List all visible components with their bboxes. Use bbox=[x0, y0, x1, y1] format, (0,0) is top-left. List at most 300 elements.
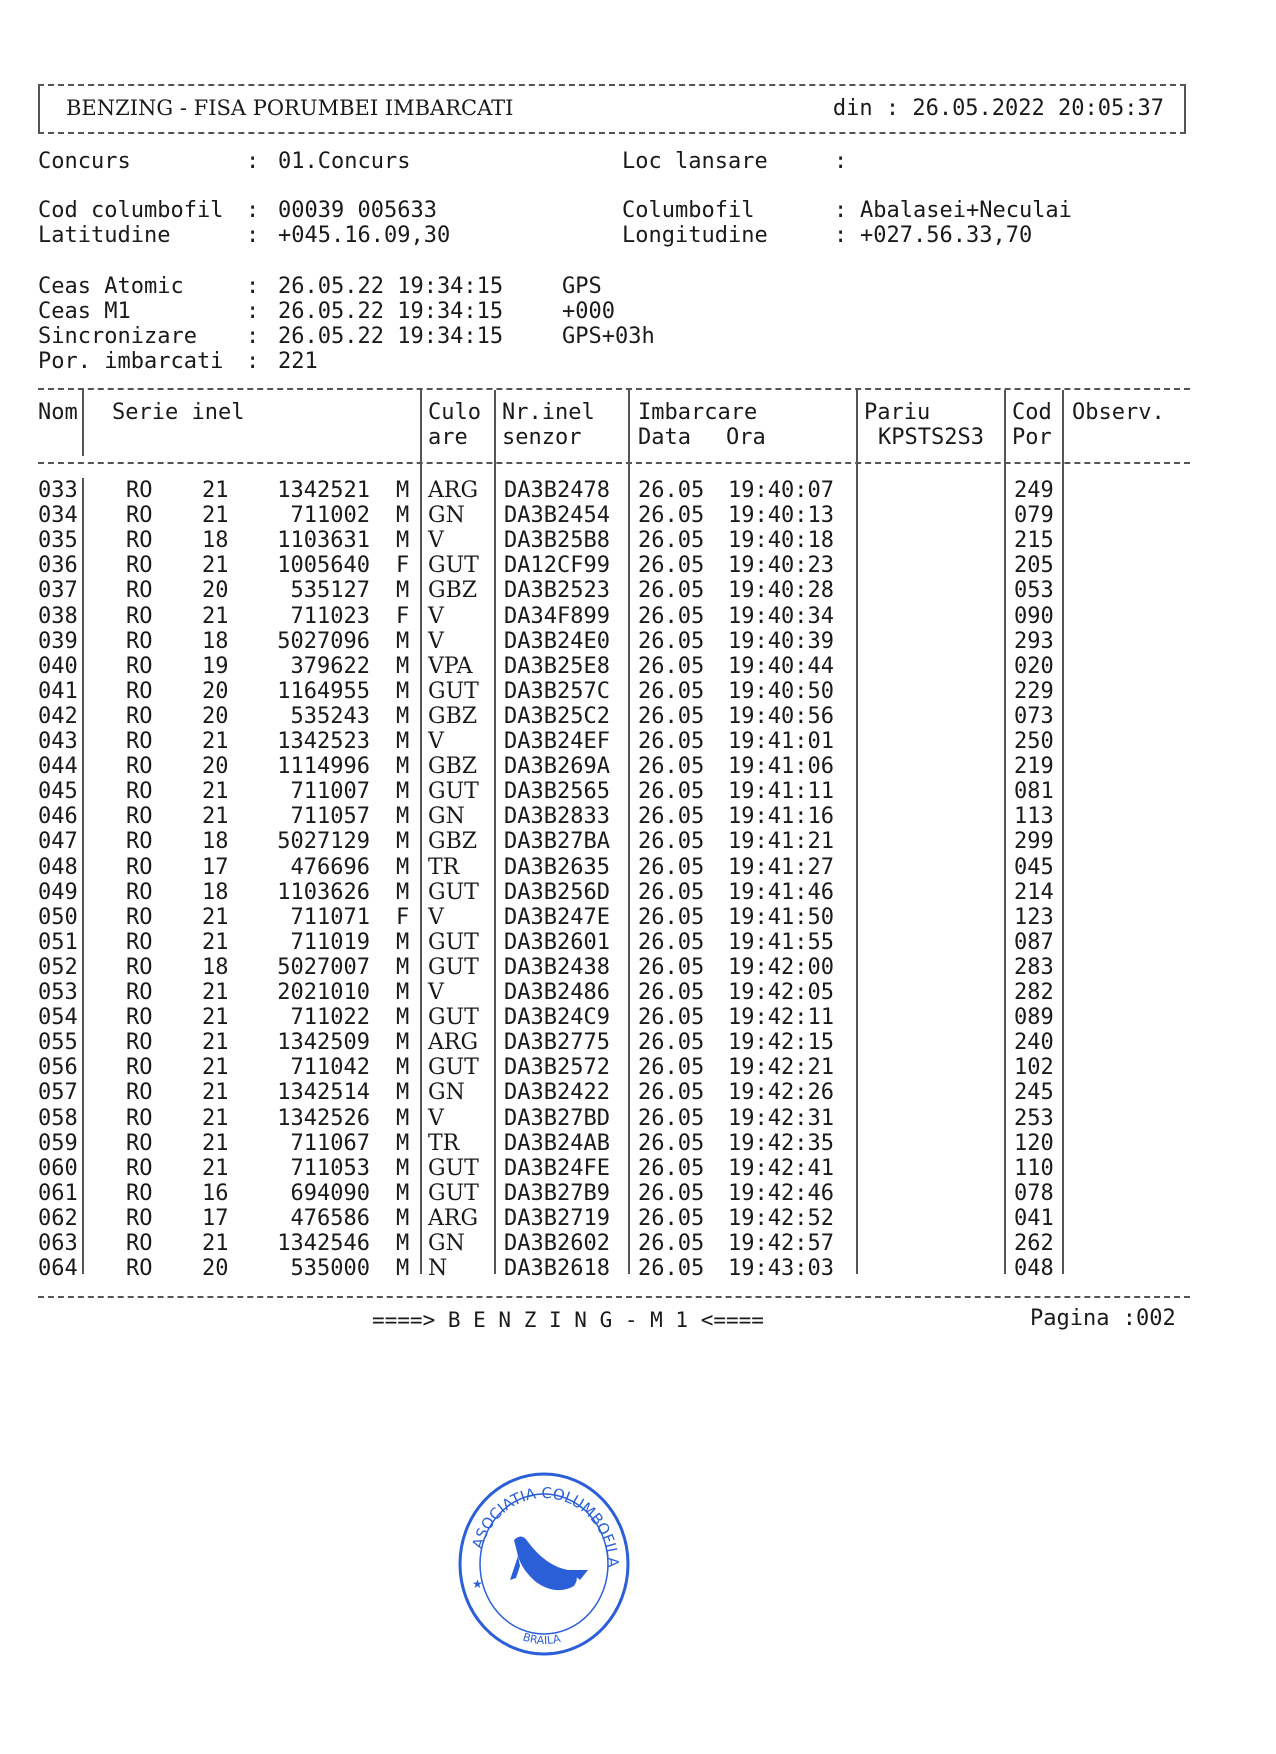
cell-country: RO bbox=[126, 603, 153, 629]
cell-country: RO bbox=[126, 1180, 153, 1206]
cell-sex: M bbox=[396, 1256, 410, 1282]
cell-year: 21 bbox=[202, 1130, 229, 1156]
cell-date: 26.05 bbox=[638, 729, 705, 754]
cell-sex: M bbox=[396, 678, 410, 704]
col-data: Data bbox=[638, 425, 691, 450]
cell-time: 19:40:28 bbox=[728, 578, 834, 604]
cell-year: 21 bbox=[202, 1080, 229, 1106]
table-row bbox=[38, 855, 1190, 880]
cell-cod-por: 110 bbox=[1014, 1155, 1054, 1181]
cell-year: 21 bbox=[202, 779, 229, 805]
cell-country: RO bbox=[126, 628, 153, 654]
col-culoare-1: Culo bbox=[428, 400, 481, 425]
table-row bbox=[38, 729, 1190, 754]
cell-country: RO bbox=[126, 503, 153, 529]
cell-country: RO bbox=[126, 1005, 153, 1031]
col-nr-inel-1: Nr.inel bbox=[502, 400, 595, 425]
cell-sex: M bbox=[396, 503, 410, 529]
cell-sensor-ring: DA3B25C2 bbox=[504, 703, 610, 729]
longitudine-colon: : bbox=[834, 223, 848, 248]
sincronizare-extra: GPS+03h bbox=[562, 324, 655, 349]
ceas-m1-extra: +000 bbox=[562, 299, 615, 324]
cell-color: VPA bbox=[428, 653, 473, 679]
cell-nom: 037 bbox=[38, 578, 78, 604]
table-row bbox=[38, 905, 1190, 930]
cell-cod-por: 079 bbox=[1014, 503, 1054, 529]
cell-color: GN bbox=[428, 1080, 465, 1106]
cell-time: 19:42:41 bbox=[728, 1155, 834, 1181]
cell-cod-por: 245 bbox=[1014, 1080, 1054, 1106]
cell-ring-number: 1342546 bbox=[277, 1231, 370, 1256]
cell-year: 21 bbox=[202, 1005, 229, 1031]
cell-date: 26.05 bbox=[638, 678, 705, 704]
cell-ring-number: 5027096 bbox=[277, 628, 370, 654]
cell-year: 21 bbox=[202, 478, 229, 503]
table-row bbox=[38, 829, 1190, 854]
cell-nom: 035 bbox=[38, 528, 78, 554]
cell-sex: M bbox=[396, 1105, 410, 1131]
pigeon-icon bbox=[510, 1536, 588, 1590]
cell-ring-number: 711071 bbox=[290, 904, 370, 930]
cell-nom: 034 bbox=[38, 503, 78, 529]
cell-nom: 060 bbox=[38, 1155, 78, 1181]
cell-ring-number: 1342514 bbox=[277, 1080, 370, 1106]
cell-date: 26.05 bbox=[638, 879, 705, 905]
cell-sex: M bbox=[396, 1080, 410, 1106]
cell-time: 19:42:46 bbox=[728, 1180, 834, 1206]
cell-year: 21 bbox=[202, 1105, 229, 1131]
cell-sex: M bbox=[396, 653, 410, 679]
cell-date: 26.05 bbox=[638, 603, 705, 629]
cell-nom: 055 bbox=[38, 1030, 78, 1056]
table-row bbox=[38, 804, 1190, 829]
cell-color: V bbox=[428, 980, 444, 1005]
cell-ring-number: 1005640 bbox=[277, 553, 370, 579]
cell-ring-number: 476696 bbox=[290, 854, 370, 880]
table-row bbox=[38, 955, 1190, 980]
cell-sex: M bbox=[396, 829, 410, 855]
cell-sex: M bbox=[396, 729, 410, 754]
cell-time: 19:43:03 bbox=[728, 1256, 834, 1282]
cell-sensor-ring: DA3B24FE bbox=[504, 1155, 610, 1181]
cell-sensor-ring: DA34F899 bbox=[504, 603, 610, 629]
cell-cod-por: 250 bbox=[1014, 729, 1054, 754]
cell-sensor-ring: DA3B2601 bbox=[504, 929, 610, 955]
col-ora: Ora bbox=[726, 425, 766, 450]
cell-nom: 041 bbox=[38, 678, 78, 704]
cell-color: V bbox=[428, 528, 444, 554]
cell-country: RO bbox=[126, 1055, 153, 1081]
table-row bbox=[38, 1080, 1190, 1105]
cell-ring-number: 711022 bbox=[290, 1005, 370, 1031]
cell-sex: M bbox=[396, 1205, 410, 1231]
cell-date: 26.05 bbox=[638, 1256, 705, 1282]
cell-time: 19:42:52 bbox=[728, 1205, 834, 1231]
cell-sensor-ring: DA3B25E8 bbox=[504, 653, 610, 679]
cell-ring-number: 1103626 bbox=[277, 879, 370, 905]
footer-center: ====> B E N Z I N G - M 1 <==== bbox=[372, 1308, 764, 1332]
cell-cod-por: 219 bbox=[1014, 754, 1054, 780]
cell-ring-number: 711019 bbox=[290, 929, 370, 955]
cell-cod-por: 283 bbox=[1014, 954, 1054, 980]
cell-color: GUT bbox=[428, 929, 479, 955]
cell-country: RO bbox=[126, 929, 153, 955]
longitudine-value: +027.56.33,70 bbox=[860, 223, 1033, 248]
cell-nom: 057 bbox=[38, 1080, 78, 1106]
association-stamp bbox=[456, 1470, 632, 1658]
table-row bbox=[38, 604, 1190, 629]
cell-ring-number: 1342521 bbox=[277, 478, 370, 503]
cell-cod-por: 087 bbox=[1014, 929, 1054, 955]
cell-date: 26.05 bbox=[638, 904, 705, 930]
cell-cod-por: 282 bbox=[1014, 980, 1054, 1005]
cell-country: RO bbox=[126, 1080, 153, 1106]
col-cod-1: Cod bbox=[1012, 400, 1052, 425]
cell-color: V bbox=[428, 1105, 444, 1131]
cell-time: 19:40:18 bbox=[728, 528, 834, 554]
stamp-text-top: ASOCIATIA COLUMBOFILA bbox=[468, 1483, 623, 1568]
table-row bbox=[38, 478, 1190, 503]
cell-color: ARG bbox=[428, 478, 479, 503]
cell-sex: M bbox=[396, 1005, 410, 1031]
cell-color: ARG bbox=[428, 1030, 479, 1056]
cell-date: 26.05 bbox=[638, 703, 705, 729]
document-date: din : 26.05.2022 20:05:37 bbox=[832, 96, 1164, 121]
table-row bbox=[38, 1231, 1190, 1256]
sincronizare-colon: : bbox=[246, 324, 260, 349]
cell-sensor-ring: DA3B269A bbox=[504, 754, 610, 780]
cell-color: GBZ bbox=[428, 703, 478, 729]
cell-sensor-ring: DA3B27BA bbox=[504, 829, 610, 855]
cell-date: 26.05 bbox=[638, 578, 705, 604]
cell-sensor-ring: DA3B24AB bbox=[504, 1130, 610, 1156]
cell-country: RO bbox=[126, 553, 153, 579]
cell-color: GUT bbox=[428, 879, 479, 905]
cell-nom: 061 bbox=[38, 1180, 78, 1206]
cell-date: 26.05 bbox=[638, 628, 705, 654]
cell-ring-number: 711007 bbox=[290, 779, 370, 805]
cell-sex: M bbox=[396, 879, 410, 905]
cell-year: 21 bbox=[202, 603, 229, 629]
cell-sex: M bbox=[396, 1130, 410, 1156]
cod-columbofil-label: Cod columbofil bbox=[38, 198, 224, 223]
cod-columbofil-value: 00039 005633 bbox=[278, 198, 437, 223]
cell-country: RO bbox=[126, 1030, 153, 1056]
cell-country: RO bbox=[126, 1130, 153, 1156]
col-cod-2: Por bbox=[1012, 425, 1052, 450]
cell-nom: 033 bbox=[38, 478, 78, 503]
cell-time: 19:40:56 bbox=[728, 703, 834, 729]
cell-cod-por: 045 bbox=[1014, 854, 1054, 880]
cell-date: 26.05 bbox=[638, 1155, 705, 1181]
por-imbarcati-value: 221 bbox=[278, 349, 318, 374]
cell-date: 26.05 bbox=[638, 1105, 705, 1131]
cell-nom: 045 bbox=[38, 779, 78, 805]
cell-date: 26.05 bbox=[638, 854, 705, 880]
cell-sex: M bbox=[396, 578, 410, 604]
cell-nom: 058 bbox=[38, 1105, 78, 1131]
cell-date: 26.05 bbox=[638, 1130, 705, 1156]
cell-cod-por: 215 bbox=[1014, 528, 1054, 554]
cell-sensor-ring: DA3B2422 bbox=[504, 1080, 610, 1106]
cell-sensor-ring: DA3B25B8 bbox=[504, 528, 610, 554]
cell-sex: M bbox=[396, 1055, 410, 1081]
table-header bbox=[38, 390, 1190, 456]
cell-sensor-ring: DA3B24C9 bbox=[504, 1005, 610, 1031]
cell-time: 19:40:07 bbox=[728, 478, 834, 503]
columbofil-colon: : bbox=[834, 198, 848, 223]
latitudine-colon: : bbox=[246, 223, 260, 248]
cell-sensor-ring: DA3B256D bbox=[504, 879, 610, 905]
cell-cod-por: 253 bbox=[1014, 1105, 1054, 1131]
sincronizare-label: Sincronizare bbox=[38, 324, 197, 349]
ceas-atomic-colon: : bbox=[246, 274, 260, 299]
cell-sex: M bbox=[396, 478, 410, 503]
cell-nom: 056 bbox=[38, 1055, 78, 1081]
concurs-value: 01.Concurs bbox=[278, 149, 411, 174]
cell-nom: 039 bbox=[38, 628, 78, 654]
cell-year: 21 bbox=[202, 553, 229, 579]
cell-country: RO bbox=[126, 904, 153, 930]
cell-country: RO bbox=[126, 1105, 153, 1131]
cell-nom: 064 bbox=[38, 1256, 78, 1282]
cell-year: 21 bbox=[202, 1030, 229, 1056]
cell-time: 19:40:39 bbox=[728, 628, 834, 654]
col-culoare-2: are bbox=[428, 425, 468, 450]
cell-color: GBZ bbox=[428, 829, 478, 855]
table-row bbox=[38, 930, 1190, 955]
cell-country: RO bbox=[126, 678, 153, 704]
cell-year: 18 bbox=[202, 628, 229, 654]
cell-country: RO bbox=[126, 729, 153, 754]
table-row bbox=[38, 654, 1190, 679]
cell-cod-por: 090 bbox=[1014, 603, 1054, 629]
table-row bbox=[38, 503, 1190, 528]
cell-sensor-ring: DA3B257C bbox=[504, 678, 610, 704]
cell-date: 26.05 bbox=[638, 1030, 705, 1056]
cell-nom: 044 bbox=[38, 754, 78, 780]
cell-year: 20 bbox=[202, 578, 229, 604]
cell-country: RO bbox=[126, 754, 153, 780]
cell-time: 19:42:15 bbox=[728, 1030, 834, 1056]
cell-time: 19:40:13 bbox=[728, 503, 834, 529]
cell-year: 18 bbox=[202, 829, 229, 855]
table-row bbox=[38, 1181, 1190, 1206]
cell-cod-por: 089 bbox=[1014, 1005, 1054, 1031]
cell-cod-por: 041 bbox=[1014, 1205, 1054, 1231]
cell-color: GN bbox=[428, 804, 465, 830]
por-imbarcati-colon: : bbox=[246, 349, 260, 374]
cell-year: 20 bbox=[202, 754, 229, 780]
cell-cod-por: 073 bbox=[1014, 703, 1054, 729]
cell-year: 21 bbox=[202, 980, 229, 1005]
title-box bbox=[38, 84, 1186, 134]
cell-date: 26.05 bbox=[638, 954, 705, 980]
cell-cod-por: 078 bbox=[1014, 1180, 1054, 1206]
cell-sex: M bbox=[396, 754, 410, 780]
cell-date: 26.05 bbox=[638, 754, 705, 780]
cell-cod-por: 229 bbox=[1014, 678, 1054, 704]
cell-sex: M bbox=[396, 929, 410, 955]
cell-year: 21 bbox=[202, 729, 229, 754]
cell-ring-number: 535000 bbox=[290, 1256, 370, 1282]
stamp-text-bottom: BRAILA bbox=[521, 1630, 562, 1648]
cell-year: 21 bbox=[202, 904, 229, 930]
cell-time: 19:41:50 bbox=[728, 904, 834, 930]
cell-ring-number: 711002 bbox=[290, 503, 370, 529]
cell-color: GUT bbox=[428, 678, 479, 704]
cell-sensor-ring: DA3B2478 bbox=[504, 478, 610, 503]
stamp-star-icon: ★ bbox=[472, 1577, 483, 1591]
cell-cod-por: 240 bbox=[1014, 1030, 1054, 1056]
longitudine-label: Longitudine bbox=[622, 223, 768, 248]
cell-cod-por: 102 bbox=[1014, 1055, 1054, 1081]
cell-sensor-ring: DA12CF99 bbox=[504, 553, 610, 579]
cell-time: 19:41:46 bbox=[728, 879, 834, 905]
cell-color: GUT bbox=[428, 553, 479, 579]
cell-nom: 052 bbox=[38, 954, 78, 980]
cell-date: 26.05 bbox=[638, 503, 705, 529]
cell-time: 19:40:34 bbox=[728, 603, 834, 629]
ceas-atomic-label: Ceas Atomic bbox=[38, 274, 184, 299]
cell-ring-number: 711067 bbox=[290, 1130, 370, 1156]
cell-country: RO bbox=[126, 578, 153, 604]
cell-sex: F bbox=[396, 904, 410, 930]
cell-year: 19 bbox=[202, 653, 229, 679]
cell-nom: 036 bbox=[38, 553, 78, 579]
cell-color: V bbox=[428, 603, 444, 629]
cell-time: 19:42:00 bbox=[728, 954, 834, 980]
cell-ring-number: 1342509 bbox=[277, 1030, 370, 1056]
cell-color: GUT bbox=[428, 954, 479, 980]
cell-sex: M bbox=[396, 854, 410, 880]
cell-color: GUT bbox=[428, 779, 479, 805]
cell-sex: M bbox=[396, 1231, 410, 1256]
concurs-colon: : bbox=[246, 149, 260, 174]
table-row bbox=[38, 1256, 1190, 1281]
cell-date: 26.05 bbox=[638, 653, 705, 679]
cell-sex: M bbox=[396, 1155, 410, 1181]
cell-sex: M bbox=[396, 779, 410, 805]
cell-year: 18 bbox=[202, 879, 229, 905]
cell-color: GN bbox=[428, 503, 465, 529]
cell-nom: 051 bbox=[38, 929, 78, 955]
cell-country: RO bbox=[126, 653, 153, 679]
cell-sensor-ring: DA3B27B9 bbox=[504, 1180, 610, 1206]
cell-sex: M bbox=[396, 1030, 410, 1056]
cell-country: RO bbox=[126, 1256, 153, 1282]
cell-nom: 048 bbox=[38, 854, 78, 880]
cell-nom: 047 bbox=[38, 829, 78, 855]
cell-year: 18 bbox=[202, 528, 229, 554]
cell-year: 21 bbox=[202, 1055, 229, 1081]
cell-color: GUT bbox=[428, 1055, 479, 1081]
loc-lansare-label: Loc lansare bbox=[622, 149, 768, 174]
cell-nom: 050 bbox=[38, 904, 78, 930]
cell-date: 26.05 bbox=[638, 1205, 705, 1231]
cell-sensor-ring: DA3B2565 bbox=[504, 779, 610, 805]
cell-sensor-ring: DA3B2775 bbox=[504, 1030, 610, 1056]
ceas-m1-value: 26.05.22 19:34:15 bbox=[278, 299, 504, 324]
cell-time: 19:42:31 bbox=[728, 1105, 834, 1131]
cell-color: GUT bbox=[428, 1180, 479, 1206]
cell-country: RO bbox=[126, 854, 153, 880]
table-row bbox=[38, 553, 1190, 578]
cell-ring-number: 1342523 bbox=[277, 729, 370, 754]
columbofil-label: Columbofil bbox=[622, 198, 755, 223]
cell-cod-por: 053 bbox=[1014, 578, 1054, 604]
cell-country: RO bbox=[126, 779, 153, 805]
cell-country: RO bbox=[126, 528, 153, 554]
cell-sensor-ring: DA3B2486 bbox=[504, 980, 610, 1005]
latitudine-label: Latitudine bbox=[38, 223, 171, 248]
cell-cod-por: 113 bbox=[1014, 804, 1054, 830]
cell-sex: F bbox=[396, 603, 410, 629]
cell-time: 19:41:16 bbox=[728, 804, 834, 830]
cell-color: GUT bbox=[428, 1005, 479, 1031]
table-row bbox=[38, 880, 1190, 905]
ceas-m1-label: Ceas M1 bbox=[38, 299, 131, 324]
cell-country: RO bbox=[126, 804, 153, 830]
cell-ring-number: 711057 bbox=[290, 804, 370, 830]
cell-ring-number: 535243 bbox=[290, 703, 370, 729]
cell-country: RO bbox=[126, 1155, 153, 1181]
cell-ring-number: 1164955 bbox=[277, 678, 370, 704]
cell-sensor-ring: DA3B24EF bbox=[504, 729, 610, 754]
col-nr-inel-2: senzor bbox=[502, 425, 582, 450]
cell-year: 20 bbox=[202, 678, 229, 704]
table-row bbox=[38, 629, 1190, 654]
cell-year: 21 bbox=[202, 1231, 229, 1256]
cell-color: N bbox=[428, 1256, 448, 1282]
cell-color: TR bbox=[428, 1130, 460, 1156]
cell-sex: M bbox=[396, 804, 410, 830]
cell-country: RO bbox=[126, 703, 153, 729]
col-pariu-1: Pariu bbox=[864, 400, 931, 425]
cell-ring-number: 2021010 bbox=[277, 980, 370, 1005]
cell-ring-number: 1342526 bbox=[277, 1105, 370, 1131]
cell-time: 19:41:06 bbox=[728, 754, 834, 780]
cell-year: 21 bbox=[202, 1155, 229, 1181]
cell-ring-number: 476586 bbox=[290, 1205, 370, 1231]
cell-nom: 040 bbox=[38, 653, 78, 679]
cell-year: 18 bbox=[202, 954, 229, 980]
cell-ring-number: 711053 bbox=[290, 1155, 370, 1181]
concurs-label: Concurs bbox=[38, 149, 131, 174]
cell-cod-por: 020 bbox=[1014, 653, 1054, 679]
cell-sex: F bbox=[396, 553, 410, 579]
cell-color: GUT bbox=[428, 1155, 479, 1181]
date-label: din bbox=[832, 96, 873, 121]
table-row bbox=[38, 1131, 1190, 1156]
cell-color: V bbox=[428, 904, 444, 930]
cell-sex: M bbox=[396, 703, 410, 729]
cell-ring-number: 1114996 bbox=[277, 754, 370, 780]
cell-date: 26.05 bbox=[638, 1055, 705, 1081]
cell-sensor-ring: DA3B2454 bbox=[504, 503, 610, 529]
cell-color: GN bbox=[428, 1231, 465, 1256]
cell-date: 26.05 bbox=[638, 980, 705, 1005]
cell-date: 26.05 bbox=[638, 779, 705, 805]
cod-columbofil-colon: : bbox=[246, 198, 260, 223]
cell-sensor-ring: DA3B2572 bbox=[504, 1055, 610, 1081]
cell-year: 20 bbox=[202, 703, 229, 729]
cell-time: 19:42:35 bbox=[728, 1130, 834, 1156]
cell-sex: M bbox=[396, 628, 410, 654]
cell-year: 17 bbox=[202, 854, 229, 880]
cell-nom: 046 bbox=[38, 804, 78, 830]
cell-year: 17 bbox=[202, 1205, 229, 1231]
